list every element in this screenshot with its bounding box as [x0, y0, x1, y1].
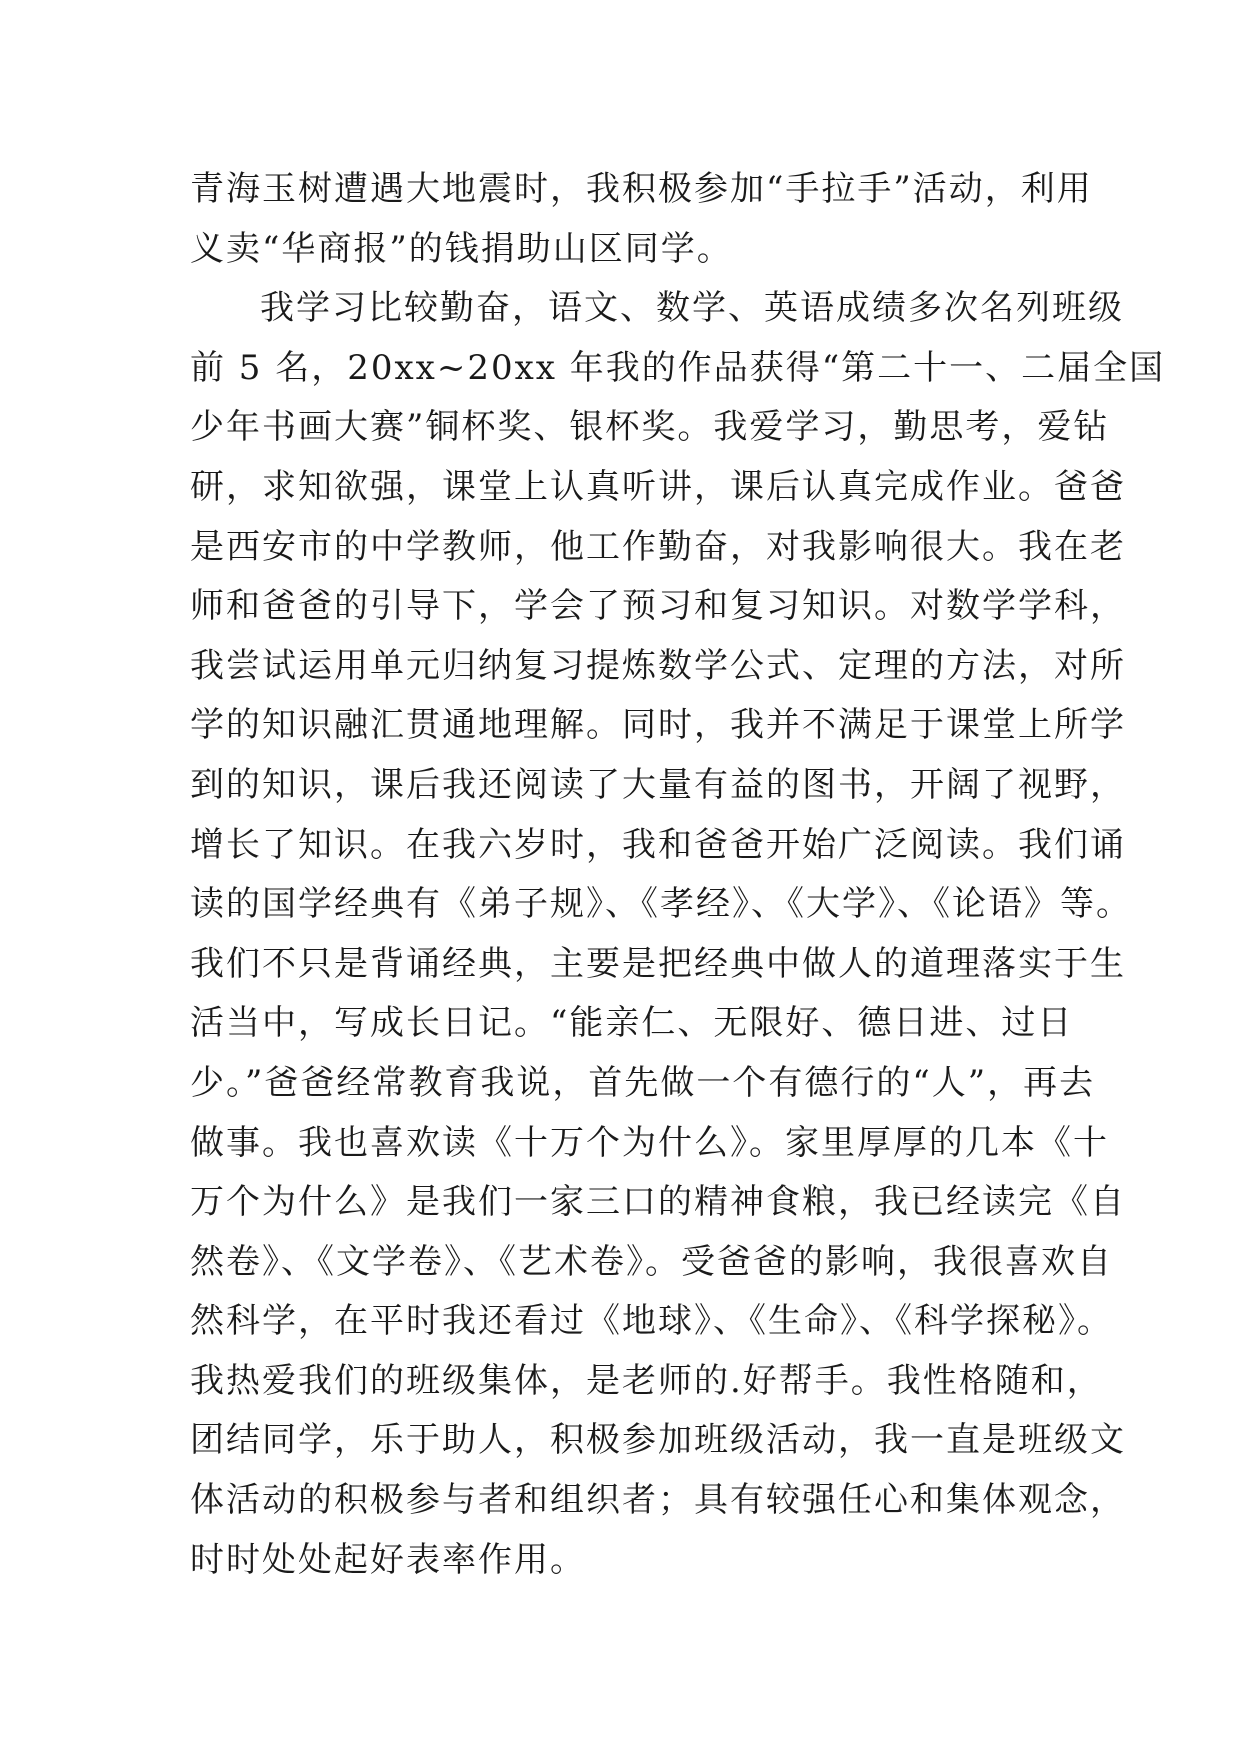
text-line: 然卷》、《文学卷》、《艺术卷》。受爸爸的影响，我很喜欢自: [190, 1241, 1113, 1282]
text-line: 少。”爸爸经常教育我说，首先做一个有德行的“人”，再去: [190, 1062, 1096, 1103]
text-line: 读的国学经典有《弟子规》、《孝经》、《大学》、《论语》等。: [190, 884, 1132, 925]
text-line: 义卖“华商报”的钱捐助山区同学。: [190, 228, 733, 269]
text-line: 然科学，在平时我还看过《地球》、《生命》、《科学探秘》。: [190, 1301, 1113, 1342]
text-line: 活当中，写成长日记。“能亲仁、无限好、德日进、过日: [190, 1003, 1074, 1044]
text-line: 团结同学，乐于助人，积极参加班级活动，我一直是班级文: [190, 1420, 1126, 1461]
text-line: 前 5 名，20xx~20xx 年我的作品获得“第二十一、二届全国: [190, 347, 1166, 388]
text-line: 少年书画大赛”铜杯奖、银杯奖。我爱学习，勤思考，爱钻: [190, 407, 1110, 448]
text-line: 青海玉树遭遇大地震时，我积极参加“手拉手”活动，利用: [190, 169, 1093, 209]
text-line: 时时处处起好表率作用。: [190, 1539, 586, 1580]
text-line: 师和爸爸的引导下，学会了预习和复习知识。对数学学科，: [190, 586, 1126, 627]
text-line: 我们不只是背诵经典，主要是把经典中做人的道理落实于生: [190, 943, 1126, 984]
text-line: 是西安市的中学教师，他工作勤奋，对我影响很大。我在老: [190, 526, 1126, 567]
text-line: 学的知识融汇贯通地理解。同时，我并不满足于课堂上所学: [190, 705, 1126, 746]
text-line: 做事。我也喜欢读《十万个为什么》。家里厚厚的几本《十: [190, 1122, 1109, 1163]
text-line: 我热爱我们的班级集体，是老师的.好帮手。我性格随和，: [190, 1360, 1103, 1401]
body-text: [190, 160, 1166, 1590]
text-line: 万个为什么》是我们一家三口的精神食粮，我已经读完《自: [190, 1182, 1126, 1223]
text-line: 增长了知识。在我六岁时，我和爸爸开始广泛阅读。我们诵: [190, 824, 1126, 865]
text-line: 体活动的积极参与者和组织者；具有较强任心和集体观念，: [190, 1480, 1126, 1521]
text-line: 我尝试运用单元归纳复习提炼数学公式、定理的方法，对所: [190, 645, 1126, 686]
text-line: 研，求知欲强，课堂上认真听讲，课后认真完成作业。爸爸: [190, 466, 1126, 507]
text-line: 到的知识，课后我还阅读了大量有益的图书，开阔了视野，: [190, 764, 1126, 805]
paragraph-start-line: 我学习比较勤奋，语文、数学、英语成绩多次名列班级: [260, 288, 1124, 329]
